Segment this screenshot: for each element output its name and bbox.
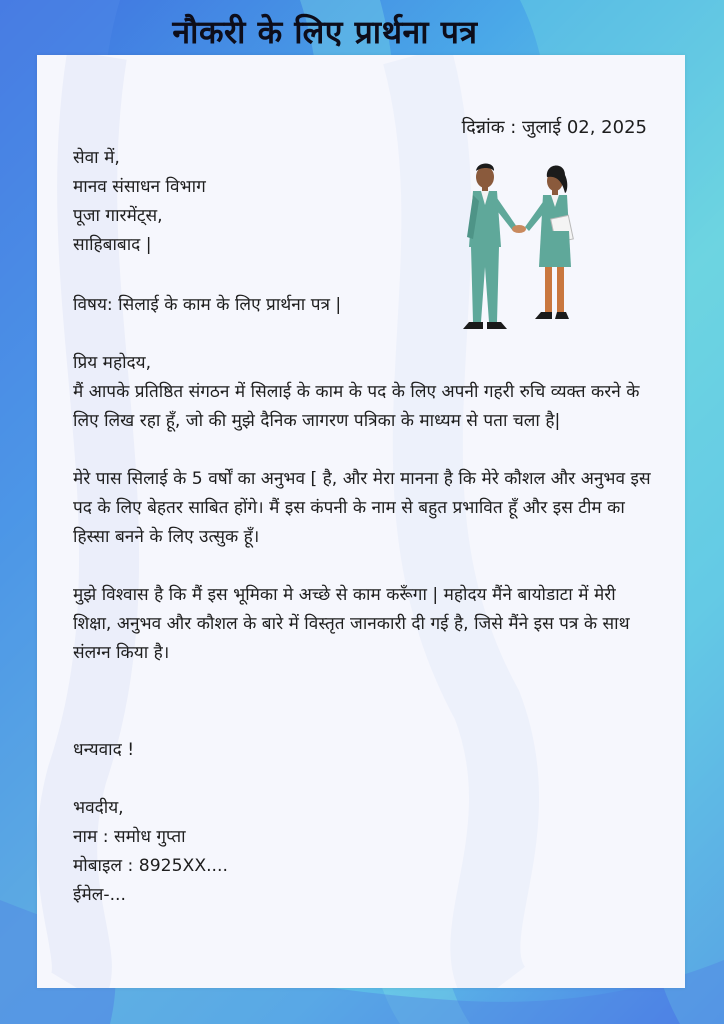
letter-subject: विषय: सिलाई के काम के लिए प्रार्थना पत्र | xyxy=(73,295,342,315)
letter-paper xyxy=(37,55,685,988)
letter-body xyxy=(73,349,658,697)
signature-line: मोबाइल : 8925XX.... xyxy=(73,856,228,876)
signature-block xyxy=(73,794,228,910)
signature-line: ईमेल-... xyxy=(73,885,126,905)
recipient-line: सेवा में, xyxy=(73,148,120,168)
signature-line: नाम : समोध गुप्ता xyxy=(73,827,186,847)
body-paragraph: मुझे विश्वास है कि मैं इस भूमिका मे अच्छे से काम करूँगा | महोदय मैंने बायोडाटा में मेरी शिक्षा, अनुभव और कौशल के बारे में विस्तृत जानकारी दी गई है, जिसे मैंने इस पत्र के साथ संलग्न किया है। xyxy=(73,585,630,663)
recipient-line: साहिबाबाद | xyxy=(73,235,152,255)
page-title: नौकरी के लिए प्रार्थना पत्र xyxy=(172,13,478,51)
recipient-line: मानव संसाधन विभाग xyxy=(73,177,206,197)
body-paragraph: मैं आपके प्रतिष्ठित संगठन में सिलाई के काम के पद के लिए अपनी गहरी रुचि व्यक्त करने के लिए लिख रहा हूँ, जो की मुझे दैनिक जागरण पत्रिका के माध्यम से पता चला है| xyxy=(73,382,640,431)
signature-line: भवदीय, xyxy=(73,798,124,818)
body-paragraph: मेरे पास सिलाई के 5 वर्षों का अनुभव [ है, और मेरा मानना है कि मेरे कौशल और अनुभव इस पद के लिए बेहतर साबित होंगे। मैं इस कंपनी के नाम से बहुत प्रभावित हूँ और इस टीम का हिस्सा बनने के लिए उत्सुक हूँ। xyxy=(73,469,651,547)
handshake-illustration xyxy=(455,157,585,337)
recipient-line: पूजा गारमेंट्स, xyxy=(73,206,163,226)
letter-date: दिन्नांक : जुलाई 02, 2025 xyxy=(461,117,647,138)
recipient-address xyxy=(73,144,206,260)
salutation: प्रिय महोदय, xyxy=(73,353,152,373)
closing-text: धन्यवाद ! xyxy=(73,740,135,760)
